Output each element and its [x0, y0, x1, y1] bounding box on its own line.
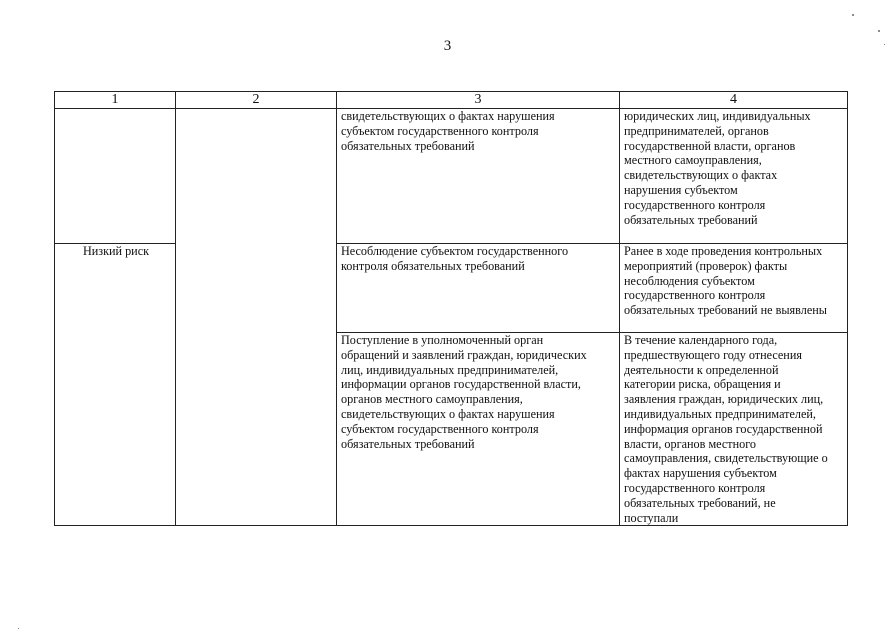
table-cell-col4 [620, 244, 848, 333]
table-cell-col3 [337, 333, 620, 526]
table-row [55, 244, 848, 333]
table-cell-col1 [55, 244, 176, 526]
risk-category-table [54, 91, 848, 526]
column-header-3: 3 [337, 92, 620, 109]
table-cell-col4 [620, 333, 848, 526]
condition-text: Ранее в ходе проведения контрольных мероприятий (проверок) факты несоблюдения субъектом государственного контроля обязательных требований не выявлены [624, 244, 827, 318]
scan-speck [878, 30, 880, 32]
scan-speck [18, 628, 19, 629]
table-cell-col3 [337, 244, 620, 333]
table-cell-col3 [337, 109, 620, 244]
column-header-4: 4 [620, 92, 848, 109]
page-number: 3 [443, 38, 452, 54]
scan-speck [852, 14, 854, 16]
condition-text: юридических лиц, индивидуальных предпринимателей, органов государственной власти, органов местного самоуправления, свидетельствующих о фактах нарушения субъектом государственного контроля обязательных требований [624, 109, 811, 227]
condition-text: В течение календарного года, предшествующего году отнесения деятельности к определенной категории риска, обращения и заявления граждан, юридических лиц, индивидуальных предпринимателей, информация органов государственной власти, органов местного самоуправления, свидетельствующие о фактах нарушения субъектом государственного контроля обязательных требований, не поступали [624, 333, 828, 525]
table-cell-col4 [620, 109, 848, 244]
criteria-text: свидетельствующих о фактах нарушения субъектом государственного контроля обязательных требований [341, 109, 555, 153]
criteria-text: Поступление в уполномоченный орган обращений и заявлений граждан, юридических лиц, индивидуальных предпринимателей, информации органов государственной власти, органов местного самоуправления, свидетельствующих о фактах нарушения субъектом государственного контроля обязательных требований [341, 333, 587, 451]
column-header-1: 1 [55, 92, 176, 109]
table-row [55, 109, 848, 244]
column-header-2: 2 [176, 92, 337, 109]
table-cell-col2 [176, 109, 337, 526]
table-cell-col1 [55, 109, 176, 244]
scan-speck [884, 44, 885, 45]
risk-level-label: Низкий риск [82, 244, 150, 258]
criteria-text: Несоблюдение субъектом государственного контроля обязательных требований [341, 244, 569, 273]
table-header-row [55, 92, 848, 109]
